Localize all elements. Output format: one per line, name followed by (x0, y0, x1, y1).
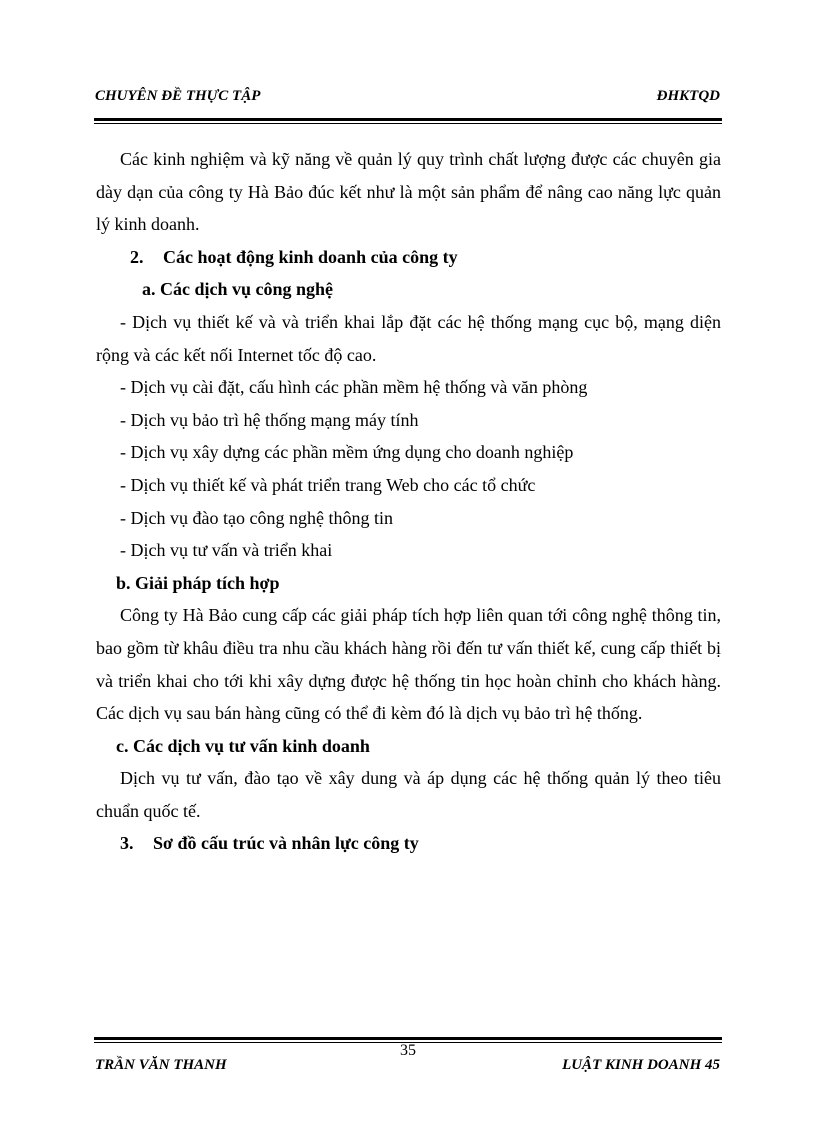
section-2-number: 2. (130, 246, 144, 267)
header-rule-thin (94, 123, 722, 124)
subsection-a-heading: a. Các dịch vụ công nghệ (142, 279, 334, 300)
subsection-b-paragraph: Công ty Hà Bảo cung cấp các giải pháp tích hợp liên quan tới công nghệ thông tin, bao gồm từ khâu điều tra nhu cầu khách hàng rồi đến tư vấn thiết kế, cung cấp thiết bị và triển khai cho tới khi xây dựng được hệ thống tin học hoàn chỉnh cho khách hàng. Các dịch vụ sau bán hàng cũng có thể đi kèm đó là dịch vụ bảo trì hệ thống. (96, 605, 721, 724)
footer-course: LUẬT KINH DOANH 45 (562, 1057, 720, 1073)
footer-rule-thick (94, 1037, 722, 1040)
section-3-heading (96, 827, 721, 860)
service-item: - Dịch vụ xây dựng các phần mềm ứng dụng cho doanh nghiệp (120, 442, 574, 463)
service-item: - Dịch vụ cài đặt, cấu hình các phần mềm hệ thống và văn phòng (120, 377, 588, 398)
page-body (96, 143, 721, 860)
subsection-b-heading: b. Giải pháp tích hợp (116, 572, 280, 593)
section-3-number: 3. (120, 833, 134, 854)
footer-author: TRẦN VĂN THANH (95, 1057, 227, 1073)
service-item: - Dịch vụ tư vấn và triển khai (120, 540, 333, 561)
header-left-title: CHUYÊN ĐỀ THỰC TẬP (95, 88, 261, 104)
header-right-title: ĐHKTQD (656, 88, 720, 104)
service-item: - Dịch vụ đào tạo công nghệ thông tin (120, 507, 393, 528)
subsection-c-paragraph: Dịch vụ tư vấn, đào tạo về xây dung và áp dụng các hệ thống quản lý theo tiêu chuẩn quốc tế. (96, 768, 721, 821)
subsection-c-heading: c. Các dịch vụ tư vấn kinh doanh (116, 735, 370, 756)
section-2-title: Các hoạt động kinh doanh của công ty (163, 246, 458, 267)
header-rule-thick (94, 118, 722, 121)
section-3-title: Sơ đồ cấu trúc và nhân lực công ty (153, 833, 419, 854)
service-item: - Dịch vụ thiết kế và phát triển trang Web cho các tổ chức (120, 474, 536, 495)
intro-paragraph: Các kinh nghiệm và kỹ năng về quản lý quy trình chất lượng được các chuyên gia dày dạn của công ty Hà Bảo đúc kết như là một sản phẩm để nâng cao năng lực quản lý kinh doanh. (96, 149, 721, 235)
page-number: 35 (400, 1042, 416, 1059)
service-item: - Dịch vụ bảo trì hệ thống mạng máy tính (120, 409, 419, 430)
service-item: - Dịch vụ thiết kế và và triển khai lắp đặt các hệ thống mạng cục bộ, mạng diện rộng và các kết nối Internet tốc độ cao. (96, 311, 721, 365)
section-2-heading (96, 241, 721, 274)
